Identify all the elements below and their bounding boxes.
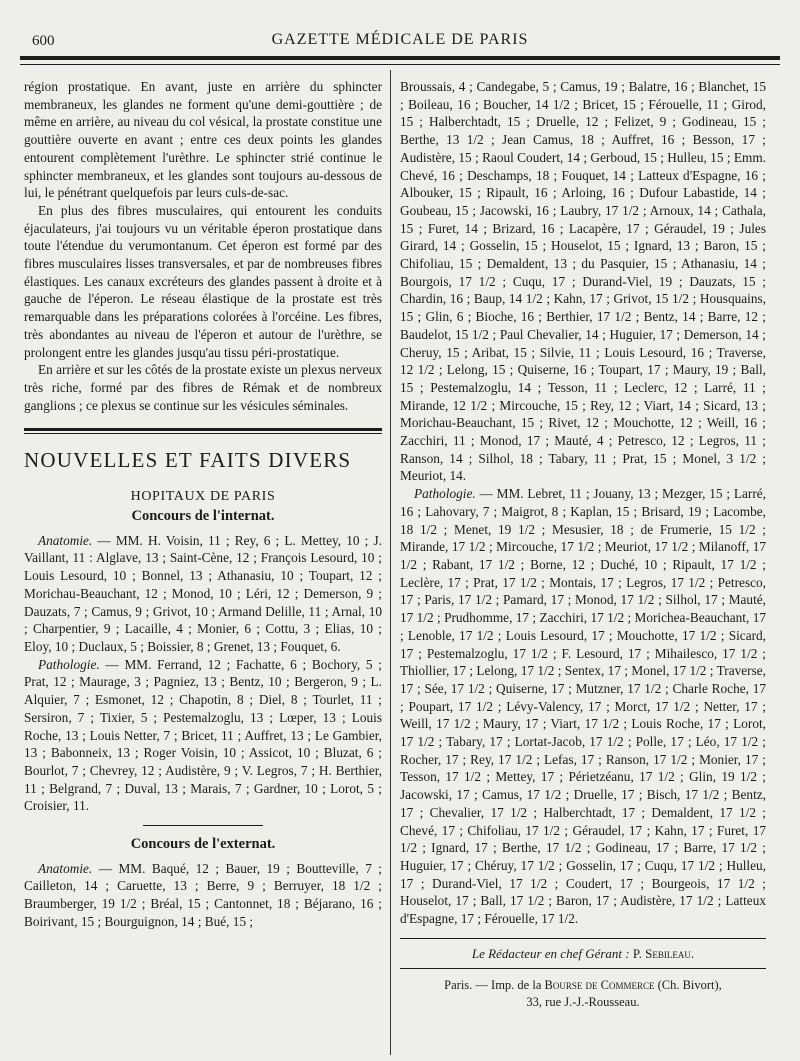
- short-divider: [143, 825, 263, 826]
- externat-anatomie-results: [24, 860, 382, 931]
- imprint-owner: (Ch. Bivort),: [654, 978, 722, 993]
- page-number: 600: [32, 33, 55, 49]
- internat-anatomie-results: [24, 532, 382, 656]
- section-title: NOUVELLES ET FAITS DIVERS: [24, 448, 352, 473]
- footer-rule-top: [400, 938, 766, 939]
- internat-pathologie-label: Pathologie.: [38, 656, 100, 672]
- journal-title: GAZETTE MÉDICALE DE PARIS: [271, 31, 529, 48]
- externat-anatomie-label: Anatomie.: [38, 860, 93, 876]
- imprint-city: Paris. — Imp. de la: [444, 978, 545, 993]
- right-column: [400, 78, 766, 1011]
- left-column: [24, 78, 382, 931]
- internat-anatomie-label: Anatomie.: [38, 532, 93, 548]
- internat-heading: Concours de l'internat.: [131, 508, 275, 525]
- signature-name: P. Sebileau.: [632, 945, 695, 961]
- section-rule-thick: [24, 428, 382, 431]
- imprint-printer: Bourse de Commerce: [544, 978, 655, 993]
- footer-rule-bottom: [400, 968, 766, 969]
- externat-pathologie-text: — MM. Lebret, 11 ; Jouany, 13 ; Mezger, 15 ; Larré, 16 ; Lahovary, 7 ; Maigrot, 8 ; Kaplan, 15 ; Brisard, 19 ; Lacombe, 18 1/2 ; Menet, 19 1/2 ; Mesusier, 18 ; de Frumerie, 15 1/2 ; Mirande, 17 1/2 ; Mircouche, 17 1/2 ; Meuriot, 17 1/2 ; Milanoff, 17 1/2 ; Rabant, 17 1/2 ; Borne, 12 ; Duché, 10 ; Ripault, 17 1/2 ; Leclère, 17 ; Prat, 17 1/2 ; Montais, 17 ; Legros, 17 1/2 ; Petresco, 17 ; Paris, 17 1/2 ; Pamard, 17 ; Monod, 17 1/2 ; Silhol, 17 ; Mauté, 17 1/2 ; Prudhomme, 17 ; Zacchiri, 17 1/2 ; Morichea-Beauchant, 17 ; Lenoble, 17 1/2 ; Louis Lesourd, 17 ; Mouchotte, 17 1/2 ; Sicard, 17 ; Pestemalzoglu, 17 1/2 ; F. Lesourd, 17 ; Mihailesco, 17 1/2 ; Thiollier, 17 ; Lelong, 17 1/2 ; Sentex, 17 ; Monel, 17 1/2 ; Traverse, 17 ; Sée, 17 1/2 ; Quiserne, 17 ; Mutzner, 17 1/2 ; Charle Roche, 17 ; Poupart, 17 1/2 ; Lévy-Valency, 17 ; Morct, 17 1/2 ; Netter, 17 ; Weill, 17 1/2 ; Maury, 17 ; Viart, 17 1/2 ; Louis Roche, 17 ; Lorot, 17 1/2 ; Tabary, 17 ; Lortat-Jacob, 17 1/2 ; Polle, 17 ; Léo, 17 1/2 ; Rocher, 17 ; Rey, 17 1/2 ; Lefas, 17 ; Ranson, 17 1/2 ; Monier, 17 ; Tesson, 17 1/2 ; Mettey, 17 ; Périetzéanu, 17 1/2 ; Glin, 19 1/2 ; Jacowski, 17 ; Camus, 17 1/2 ; Druelle, 17 ; Bisch, 17 1/2 ; Bentz, 17 ; Chevalier, 17 1/2 ; Halberchtadt, 17 ; Demaldent, 17 1/2 ; Chevé, 17 ; Chifoliau, 17 1/2 ; Géraudel, 17 ; Kahn, 17 ; Furet, 17 1/2 ; Ignard, 17 ; Berthe, 17 1/2 ; Godineau, 17 ; Barre, 17 1/2 ; Huguier, 17 ; Chéruy, 17 1/2 ; Gosselin, 17 ; Cuqu, 17 1/2 ; Hulleu, 17 ; Durand-Viel, 17 1/2 ; Coudert, 17 ; Bourgeois, 17 1/2 ; Houselot, 17 ; Ball, 17 1/2 ; Baron, 17 ; Audistère, 17 1/2 ; Latteux d'Espagne, 17 ; Férouelle, 17 1/2.: [400, 486, 766, 927]
- internat-pathologie-text: — MM. Ferrand, 12 ; Fachatte, 6 ; Bochory, 5 ; Prat, 12 ; Maurage, 3 ; Pagniez, 13 ; Bentz, 10 ; Bergeron, 9 ; L. Alquier, 7 ; Esmonet, 12 ; Chapotin, 8 ; Diel, 8 ; Tourlet, 11 ; Sersiron, 7 ; Tixier, 5 ; Pestemalzoglu, 13 ; Lœper, 13 ; Louis Roche, 13 ; Louis Netter, 7 ; Bricet, 11 ; Auffret, 13 ; Le Gambier, 13 ; Babonneix, 13 ; Roger Voisin, 10 ; Assicot, 10 ; Bluzat, 6 ; Bourlot, 7 ; Chevrey, 12 ; Audistère, 9 ; V. Legros, 7 ; H. Berthier, 11 ; Belgrand, 7 ; Duval, 13 ; Marais, 7 ; Gardner, 10 ; Lorot, 5 ; Croisier, 11.: [24, 656, 382, 814]
- internat-anatomie-text: — MM. H. Voisin, 11 ; Rey, 6 ; L. Mettey, 10 ; J. Vaillant, 11 : Alglave, 13 ; Saint-Cène, 12 ; François Lesourd, 10 ; Louis Lesourd, 10 ; Bonnel, 13 ; Athanasiu, 10 ; Toupart, 12 ; Morichau-Beauchant, 12 ; Monod, 10 ; Léri, 12 ; Demerson, 9 ; Dauzats, 7 ; Camus, 9 ; Grivot, 10 ; Armand Delille, 11 ; Arnal, 10 ; Charpentier, 9 ; Lacaille, 4 ; Monier, 6 ; Cottu, 3 ; Elias, 10 ; Eloy, 10 ; Duclaux, 5 ; Boissier, 8 ; Grenet, 13 ; Fouquet, 6.: [24, 532, 382, 654]
- internat-pathologie-results: [24, 656, 382, 815]
- signature-label: Le Rédacteur en chef Gérant :: [471, 945, 633, 961]
- externat-heading: Concours de l'externat.: [130, 836, 276, 853]
- hospitals-heading: HOPITAUX DE PARIS: [130, 489, 276, 505]
- externat-pathologie-results: [400, 485, 766, 928]
- editor-signature: [400, 945, 766, 963]
- prostate-paragraph-3: En arrière et sur les côtés de la prostate existe un plexus nerveux très riche, formé par des fibres de Rémak et de nombreux ganglions ; ce plexus se continue sur les vésicules séminales.: [24, 362, 382, 413]
- printer-imprint: [400, 977, 766, 1011]
- header-rule-thick: [20, 56, 780, 60]
- prostate-paragraph-2: En plus des fibres musculaires, qui entourent les conduits éjaculateurs, j'ai toujours vu un véritable éperon prostatique dans toute l'étendue du verumontanum. Cet éperon est formé par des fibres musculaires lisses transversales, et par de nombreuses fibres élastiques. Les canaux excréteurs des glandes passent à droite et à gauche de l'éperon. Le réseau élastique de la prostate est très remarquable dans les préparations colorées à l'orcéine. Les fibres, très abondantes au niveau de l'éperon et autour de l'urèthre, se prolongent entre les glandes jusqu'au tissu péri-prostatique.: [24, 202, 382, 360]
- column-separator: [390, 70, 391, 1055]
- section-rule-thin: [24, 433, 382, 434]
- prostate-paragraph-1: région prostatique. En avant, juste en arrière du sphincter membraneux, les glandes ne forment qu'une demi-gouttière ; de même en arrière, au niveau du col vésical, la prostate constitue une gouttière ouverte en avant ; entre ces deux points les glandes entourent complètement l'urèthre. Le sphincter strié continue le sphincter membraneux, et les glandes sont toujours au-dessous de lui, le pénétrant quelquefois par leurs culs-de-sac.: [24, 79, 382, 201]
- header-rule-thin: [20, 64, 780, 65]
- imprint-line-2: 33, rue J.-J.-Rousseau.: [526, 995, 640, 1010]
- externat-anatomie-text: — MM. Baqué, 12 ; Bauer, 19 ; Boutteville, 7 ; Cailleton, 14 ; Caruette, 13 ; Berre, 9 ; Berruyer, 18 1/2 ; Braumberger, 19 1/2 ; Bréal, 15 ; Cantonnet, 18 ; Béjarano, 16 ; Boirivant, 15 ; Bourguignon, 14 ; Bué, 15 ;: [24, 860, 382, 929]
- externat-pathologie-label: Pathologie.: [414, 486, 476, 502]
- externat-anatomie-continued: Broussais, 4 ; Candegabe, 5 ; Camus, 19 ; Balatre, 16 ; Blanchet, 15 ; Boileau, 16 ; Boucher, 14 1/2 ; Bricet, 15 ; Férouelle, 11 ; Girod, 15 ; Halberchtadt, 15 ; Druelle, 12 ; Felizet, 9 ; Godineau, 15 ; Berthe, 13 1/2 ; Jean Camus, 18 ; Auffret, 16 ; Besson, 17 ; Audistère, 15 ; Raoul Coudert, 14 ; Gerboud, 15 ; Hulleu, 15 ; Emm. Chevé, 16 ; Deschamps, 18 ; Fouquet, 14 ; Latteux d'Espagne, 16 ; Albouker, 15 ; Ripault, 16 ; Arloing, 16 ; Dufour Labastide, 14 ; Goubeau, 15 ; Jacowski, 16 ; Laubry, 17 1/2 ; Arnoux, 14 ; Cathala, 15 ; Furet, 14 ; Brizard, 16 ; Lacapère, 17 ; Géraudel, 19 ; Jules Girard, 14 ; Gosselin, 15 ; Houselot, 15 ; Ignard, 13 ; Baron, 15 ; Chifoliau, 15 ; Demaldent, 13 ; du Pasquier, 15 ; Athanasiu, 14 ; Bourgois, 17 1/2 ; Cuqu, 17 ; Durand-Viel, 19 ; Dauzats, 15 ; Chardin, 16 ; Baup, 14 1/2 ; Kahn, 17 ; Grivot, 15 1/2 ; Housquains, 15 ; Glin, 6 ; Bioche, 16 ; Berthier, 17 1/2 ; Bentz, 14 ; Barre, 12 ; Baudelot, 15 1/2 ; Paul Chevalier, 14 ; Huguier, 17 ; Demerson, 14 ; Cheruy, 15 ; Aribat, 15 ; Silvie, 11 ; Louis Lesourd, 16 ; Traverse, 12 1/2 ; Lelong, 15 ; Quiserne, 16 ; Toupart, 17 ; Maury, 19 ; Ball, 15 ; Pestemalzoglu, 14 ; Tesson, 11 ; Leclerc, 12 ; Larré, 11 ; Mirande, 12 1/2 ; Mircouche, 15 ; Rey, 12 ; Viart, 14 ; Sicard, 13 ; Morichau-Beauchant, 15 ; Rivet, 12 ; Mouchotte, 12 ; Weill, 16 ; Zacchiri, 11 ; Monod, 17 ; Mauté, 4 ; Petresco, 12 ; Legros, 11 ; Ranson, 14 ; Silhol, 18 ; Tabary, 11 ; Prat, 15 ; Monel, 3 1/2 ; Meuriot, 14.: [400, 79, 766, 484]
- imprint-line-1: [400, 977, 766, 994]
